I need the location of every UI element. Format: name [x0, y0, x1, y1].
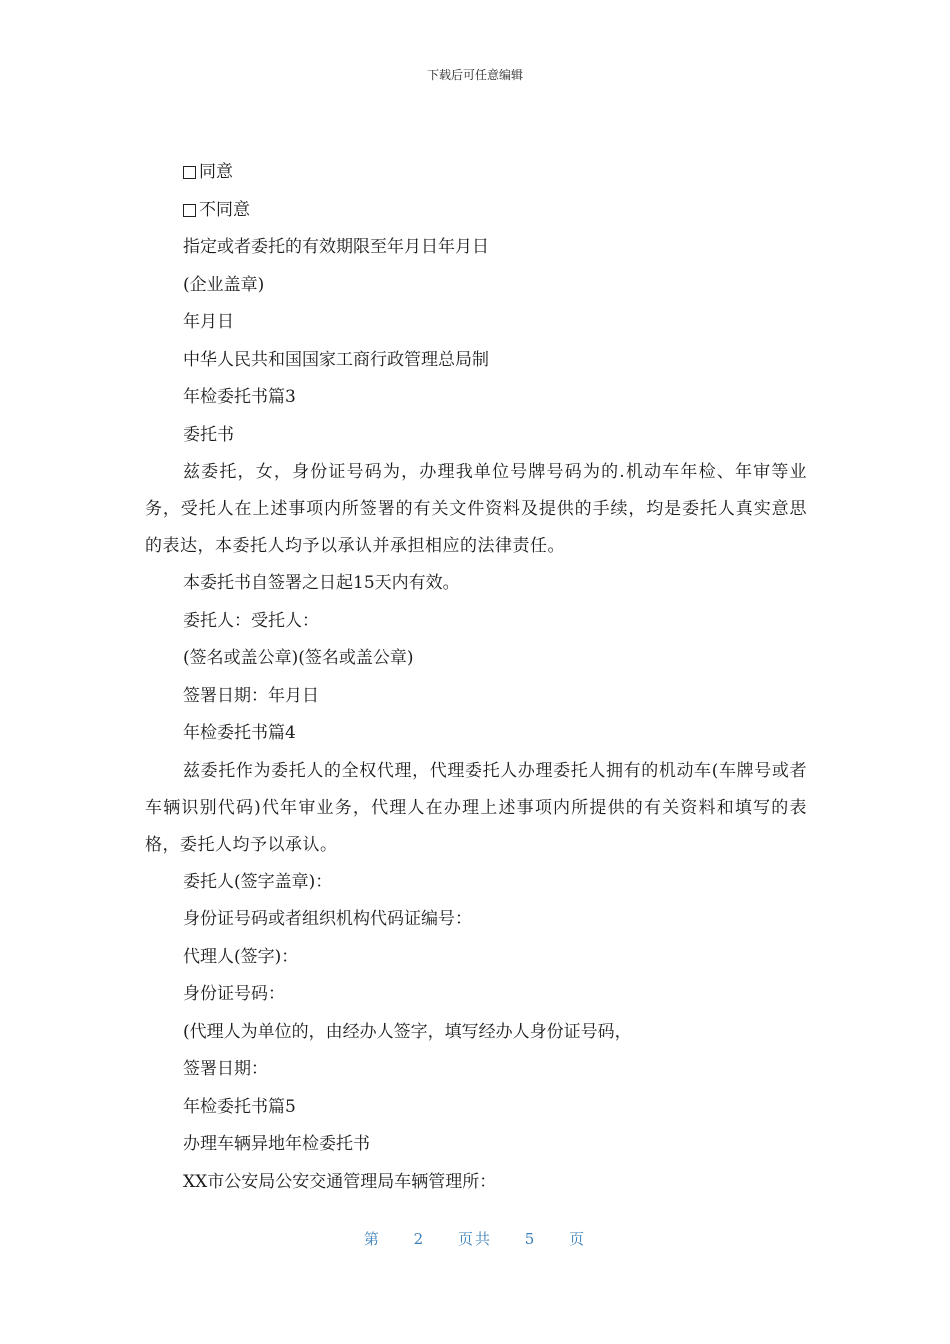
- id-number: 身份证号码：: [183, 984, 285, 1004]
- doc-title: 委托书: [183, 424, 234, 445]
- agent-sign: 代理人(签字)：: [183, 946, 299, 967]
- document-body: [145, 154, 807, 1201]
- option-agree-label: 同意: [199, 162, 233, 182]
- footer-label-3: 页: [569, 1230, 587, 1248]
- sign-date: 签署日期：: [183, 1059, 268, 1079]
- company-seal: (企业盖章): [183, 274, 265, 295]
- page-footer: [0, 1228, 950, 1249]
- checkbox-icon[interactable]: [183, 204, 196, 217]
- validity-period: 指定或者委托的有效期限至年月日年月日: [183, 237, 489, 257]
- option-agree[interactable]: [145, 154, 807, 192]
- date-line: 年月日: [183, 312, 234, 332]
- checkbox-icon[interactable]: [183, 166, 196, 179]
- header-note: 下载后可任意编辑: [426, 68, 523, 82]
- issuer-line: 中华人民共和国国家工商行政管理总局制: [183, 349, 489, 370]
- page-number: 2: [413, 1230, 426, 1248]
- validity-note: 本委托书自签署之日起15天内有效。: [183, 573, 460, 593]
- id-or-org-code: 身份证号码或者组织机构代码证编号：: [183, 909, 472, 929]
- section-heading-3: 年检委托书篇3: [183, 387, 296, 407]
- paragraph-entrust-2: 兹委托作为委托人的全权代理，代理委托人办理委托人拥有的机动车(车牌号或者车辆识别代码)代年审业务，代理人在办理上述事项内所提供的有关资料和填写的表格，委托人均予以承认。: [145, 760, 807, 855]
- section-heading-5: 年检委托书篇5: [183, 1096, 296, 1117]
- sign-date-line: 签署日期：年月日: [183, 685, 319, 706]
- footer-label-1: 第: [363, 1230, 381, 1248]
- option-disagree[interactable]: [145, 192, 807, 230]
- page-total: 5: [524, 1230, 537, 1248]
- agent-note: (代理人为单位的，由经办人签字，填写经办人身份证号码，: [183, 1021, 632, 1042]
- footer-label-2: 页共: [457, 1230, 492, 1248]
- parties-line: 委托人：受托人：: [183, 610, 319, 631]
- signature-line: (签名或盖公章)(签名或盖公章): [183, 648, 414, 668]
- section-heading-4: 年检委托书篇4: [183, 723, 296, 743]
- paragraph-entrust-1: 兹委托，女，身份证号码为，办理我单位号牌号码为的.机动车年检、年审等业务，受托人在上述事项内所签署的有关文件资料及提供的手续，均是委托人真实意思的表达，本委托人均予以承认并承担相应的法律责任。: [145, 462, 807, 556]
- addressee-line: XX市公安局公安交通管理局车辆管理所：: [183, 1171, 497, 1192]
- principal-sign: 委托人(签字盖章)：: [183, 871, 333, 892]
- option-disagree-label: 不同意: [199, 199, 250, 220]
- remote-inspection-title: 办理车辆异地年检委托书: [183, 1134, 370, 1154]
